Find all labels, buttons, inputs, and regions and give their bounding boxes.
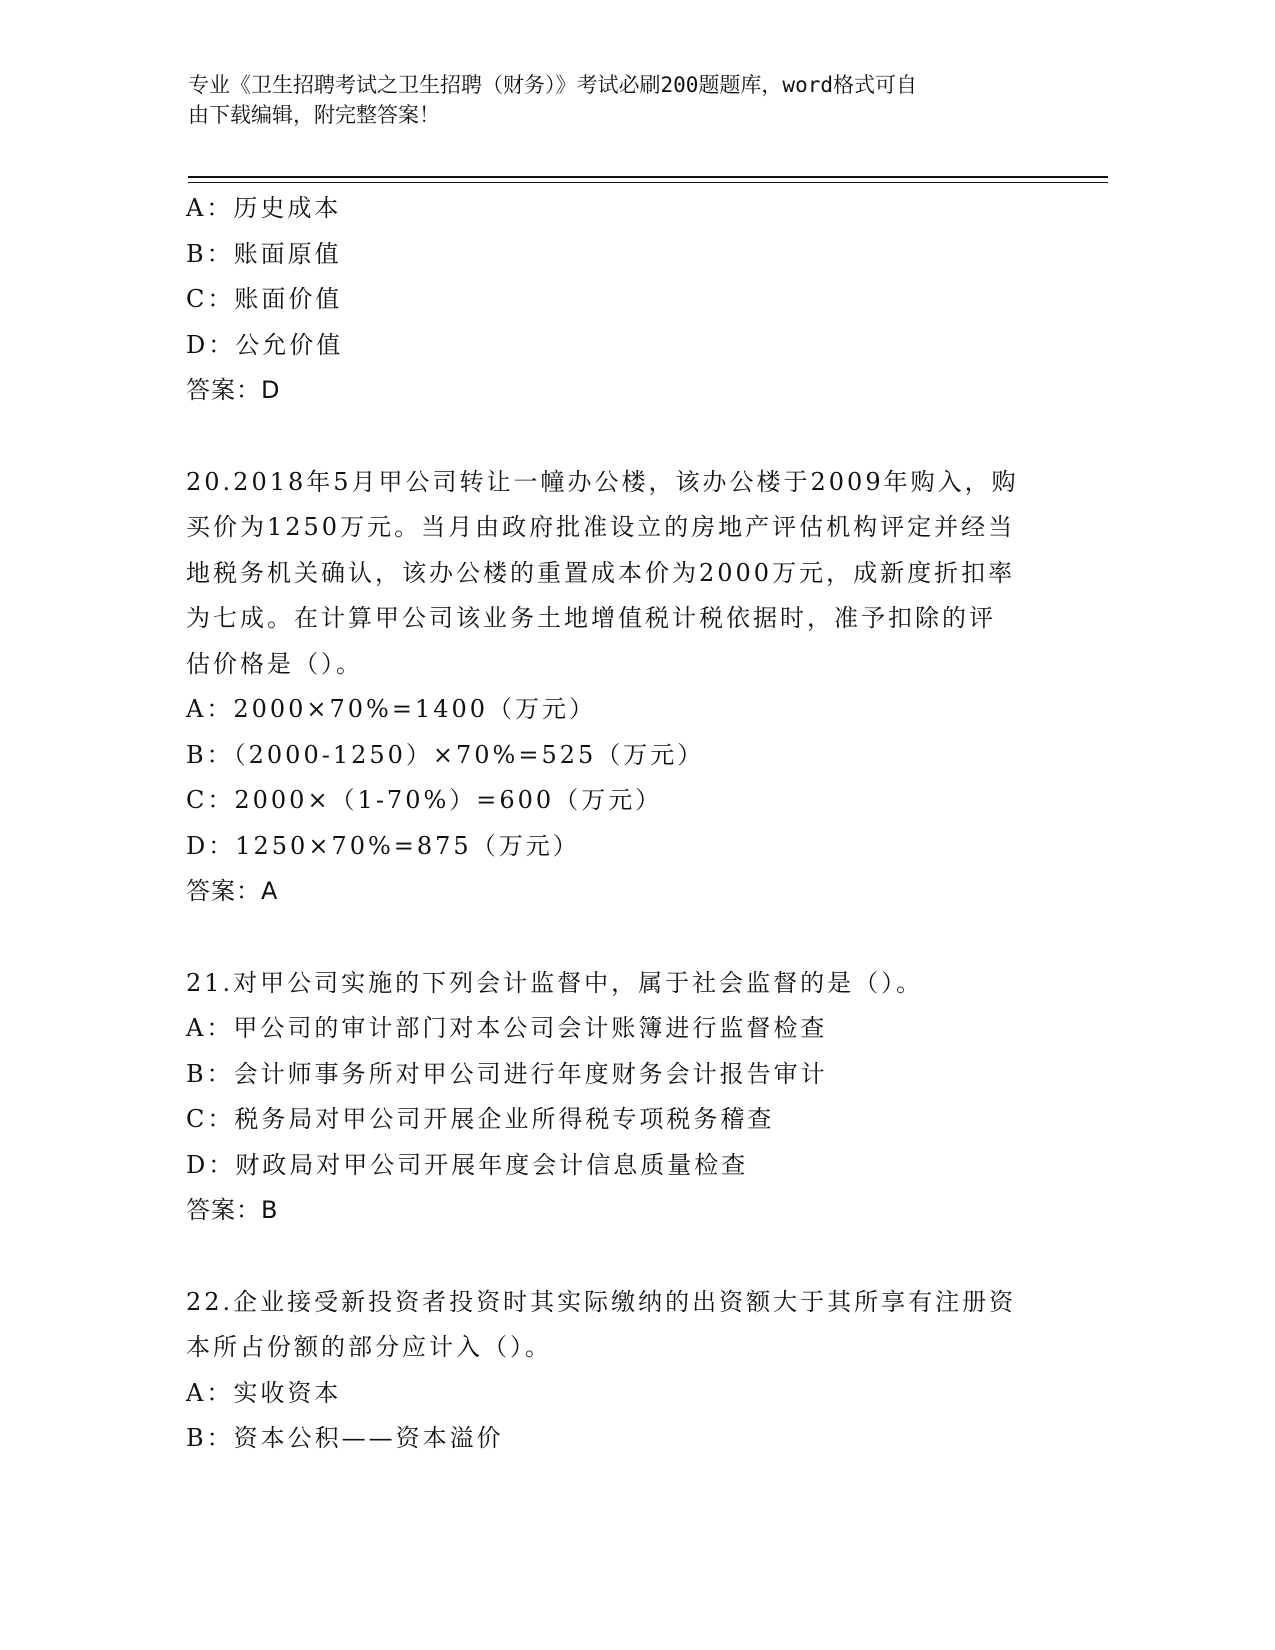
- question-20: [186, 460, 1086, 915]
- answer: 答案：D: [186, 376, 281, 404]
- document-header: [188, 70, 1088, 130]
- question-stem-line: 地税务机关确认，该办公楼的重置成本价为2000万元，成新度折扣率: [186, 558, 1016, 587]
- spacer: [186, 414, 1086, 460]
- option-a: A：2000×70%=1400（万元）: [186, 695, 597, 723]
- header-line-2: 由下载编辑，附完整答案！: [188, 103, 440, 127]
- spacer: [186, 915, 1086, 961]
- option-a: A：历史成本: [186, 194, 342, 222]
- spacer: [186, 1234, 1086, 1280]
- option-d: D：财政局对甲公司开展年度会计信息质量检查: [186, 1150, 749, 1179]
- option-c: C：账面价值: [186, 285, 343, 313]
- option-a: A：实收资本: [186, 1378, 342, 1407]
- answer: 答案：B: [186, 1196, 279, 1224]
- option-a: A：甲公司的审计部门对本公司会计账簿进行监督检查: [186, 1014, 828, 1042]
- answer: 答案：A: [186, 877, 279, 905]
- question-21: [186, 961, 1086, 1234]
- option-b: B：账面原值: [186, 239, 342, 268]
- option-c: C：税务局对甲公司开展企业所得税专项税务稽查: [186, 1105, 775, 1133]
- question-stem-line: 21.对甲公司实施的下列会计监督中，属于社会监督的是（）。: [186, 968, 924, 997]
- header-rule-thick: [188, 176, 1108, 178]
- question-22: [186, 1280, 1086, 1462]
- document-body: [186, 186, 1086, 1462]
- question-stem-line: 本所占份额的部分应计入（）。: [186, 1333, 552, 1361]
- header-line-1: 专业《卫生招聘考试之卫生招聘（财务）》考试必刷200题题库，word格式可自: [188, 73, 917, 97]
- question-19: [186, 186, 1086, 414]
- question-stem-line: 买价为1250万元。当月由政府批准设立的房地产评估机构评定并经当: [186, 513, 1016, 541]
- question-stem-line: 22.企业接受新投资者投资时其实际缴纳的出资额大于其所享有注册资: [186, 1287, 1017, 1316]
- question-stem-line: 为七成。在计算甲公司该业务土地增值税计税依据时，准予扣除的评: [186, 604, 996, 632]
- option-d: D：1250×70%=875（万元）: [186, 831, 580, 860]
- option-b: B：（2000-1250）×70%=525（万元）: [186, 740, 705, 769]
- option-b: B：会计师事务所对甲公司进行年度财务会计报告审计: [186, 1059, 828, 1088]
- header-rule-thin: [188, 182, 1108, 183]
- option-b: B：资本公积——资本溢价: [186, 1424, 504, 1452]
- question-stem-line: 20.2018年5月甲公司转让一幢办公楼，该办公楼于2009年购入，购: [186, 467, 1019, 496]
- option-c: C：2000×（1-70%）=600（万元）: [186, 786, 663, 814]
- option-d: D：公允价值: [186, 330, 344, 359]
- question-stem-line: 估价格是（）。: [186, 649, 363, 678]
